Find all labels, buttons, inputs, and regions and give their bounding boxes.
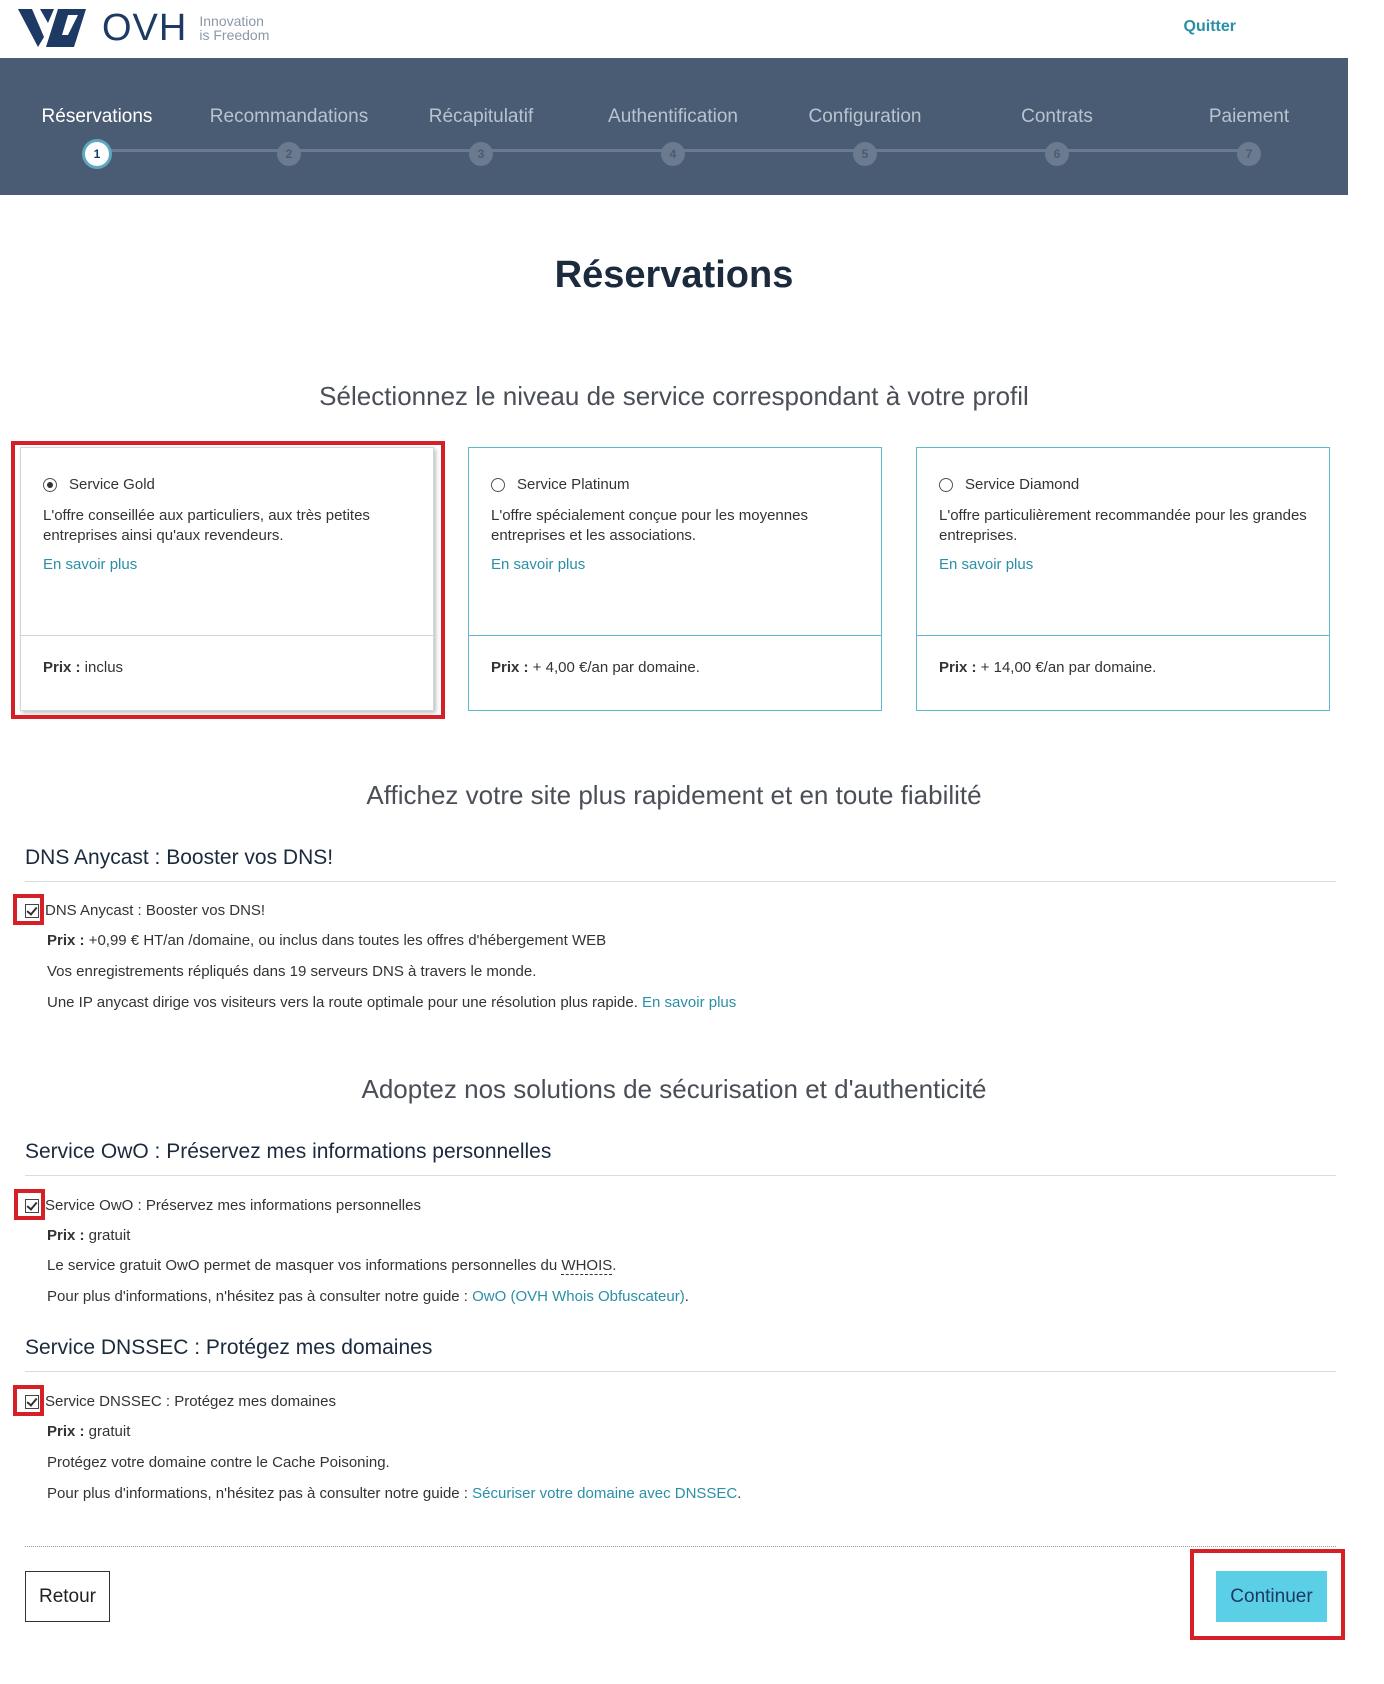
security-section-title: Adoptez nos solutions de sécurisation et d'authenticité [361,1074,987,1104]
price-label: Prix : [43,659,81,676]
owo-guide-link[interactable]: OwO (OVH Whois Obfuscateur) [472,1288,685,1305]
continue-button[interactable]: Continuer [1216,1571,1327,1622]
step-configuration [765,106,965,161]
line-text: Une IP anycast dirige vos visiteurs vers la route optimale pour une résolution plus rapide. [47,994,643,1011]
step-contrats [957,106,1157,161]
owo-price [47,1227,130,1244]
service-description: L'offre particulièrement recommandée pour les grandes entreprises. [939,507,1307,544]
price-label: Prix : [491,659,529,676]
radio-platinum[interactable] [491,478,505,492]
step-label: Authentification [608,106,738,127]
line-text: Le service gratuit OwO permet de masquer vos informations personnelles du [47,1257,562,1274]
order-stepper [0,58,1348,195]
page-title: Réservations [554,254,794,296]
step-label: Contrats [1021,106,1093,127]
card-head [469,448,881,636]
whois-abbr[interactable]: WHOIS [561,1257,613,1274]
step-recommandations [189,106,389,161]
dns-anycast-price [47,932,606,949]
dns-anycast-check-label: DNS Anycast : Booster vos DNS! [45,902,266,919]
top-header [0,0,1384,58]
learn-more-link[interactable]: En savoir plus [43,556,138,573]
owo-title: Service OwO : Préservez mes informations personnelles [25,1140,1336,1176]
step-label: Récapitulatif [428,106,534,127]
dnssec-guide-link[interactable]: Sécuriser votre domaine avec DNSSEC [472,1485,738,1502]
tagline-line-2: is Freedom [199,27,270,43]
price-value: gratuit [84,1423,131,1440]
highlight-owo-checkbox [14,1189,45,1220]
dnssec-price [47,1423,130,1440]
logo-brand-text: OVH [102,6,188,49]
speed-section-title: Affichez votre site plus rapidement et en toute fiabilité [366,780,982,810]
dns-anycast-line-1: Vos enregistrements répliqués dans 19 serveurs DNS à travers le monde. [47,963,537,980]
step-label: Réservations [41,106,153,127]
dnssec-line-2 [47,1485,741,1502]
dnssec-line-1: Protégez votre domaine contre le Cache Poisoning. [47,1454,390,1471]
owo-option[interactable] [25,1197,421,1214]
step-number: 7 [1237,142,1261,166]
card-head [917,448,1329,636]
highlight-continue-button [1190,1549,1345,1640]
dns-anycast-learn-more-link[interactable]: En savoir plus [642,994,737,1011]
line-text: Pour plus d'informations, n'hésitez pas à consulter notre guide : [47,1288,473,1305]
price-value: + 14,00 €/an par domaine. [976,659,1157,676]
radio-diamond[interactable] [939,478,953,492]
service-section-title: Sélectionnez le niveau de service correspondant à votre profil [319,381,1029,411]
highlight-dns-anycast-checkbox [13,894,44,925]
card-price [917,636,1329,676]
dnssec-title: Service DNSSEC : Protégez mes domaines [25,1336,1336,1372]
price-label: Prix : [939,659,977,676]
quit-link[interactable]: Quitter [1183,18,1236,35]
service-name: Service Platinum [517,476,630,493]
dnssec-option[interactable] [25,1393,336,1410]
step-authentification [573,106,773,161]
price-value: + 4,00 €/an par domaine. [528,659,700,676]
service-name: Service Gold [69,476,155,493]
line-end: . [737,1485,742,1502]
highlight-dnssec-checkbox [13,1385,44,1416]
step-number: 6 [1045,142,1069,166]
back-button[interactable]: Retour [25,1571,110,1622]
learn-more-link[interactable]: En savoir plus [491,556,586,573]
highlight-gold-card [11,441,445,719]
step-label: Paiement [1208,106,1290,127]
radio-row[interactable] [491,476,859,493]
price-label: Prix : [47,1227,85,1244]
service-card-platinum[interactable] [468,447,882,711]
ovh-logo[interactable] [18,5,269,51]
service-description: L'offre conseillée aux particuliers, aux très petites entreprises ainsi qu'aux revendeurs. [43,507,370,544]
ovh-logo-icon [18,7,88,49]
step-paiement [1149,106,1349,161]
step-recapitulatif [381,106,581,161]
footer-divider [25,1546,1336,1547]
step-number: 3 [469,142,493,166]
price-value: inclus [80,659,124,676]
step-label: Recommandations [209,106,369,127]
step-reservations [0,106,197,161]
step-number: 4 [661,142,685,166]
dns-anycast-title: DNS Anycast : Booster vos DNS! [25,846,1336,882]
price-label: Prix : [47,932,85,949]
price-value: gratuit [84,1227,131,1244]
line-text: Pour plus d'informations, n'hésitez pas à consulter notre guide : [47,1485,473,1502]
step-number: 1 [85,142,109,166]
step-number: 5 [853,142,877,166]
service-name: Service Diamond [965,476,1080,493]
radio-row[interactable] [939,476,1307,493]
card-price [469,636,881,676]
price-value: +0,99 € HT/an /domaine, ou inclus dans toutes les offres d'hébergement WEB [84,932,607,949]
owo-line-2 [47,1288,689,1305]
learn-more-link[interactable]: En savoir plus [939,556,1034,573]
owo-line-1 [47,1257,616,1274]
dns-anycast-option[interactable] [25,902,265,919]
owo-check-label: Service OwO : Préservez mes informations personnelles [45,1197,421,1214]
logo-tagline [199,14,269,42]
line-end: . [612,1257,617,1274]
service-description: L'offre spécialement conçue pour les moyennes entreprises et les associations. [491,507,808,544]
line-end: . [684,1288,689,1305]
price-label: Prix : [47,1423,85,1440]
step-number: 2 [277,142,301,166]
dns-anycast-line-2 [47,994,736,1011]
step-label: Configuration [808,106,922,127]
tagline-line-1: Innovation [199,13,264,29]
service-card-diamond[interactable] [916,447,1330,711]
dnssec-check-label: Service DNSSEC : Protégez mes domaines [45,1393,336,1410]
